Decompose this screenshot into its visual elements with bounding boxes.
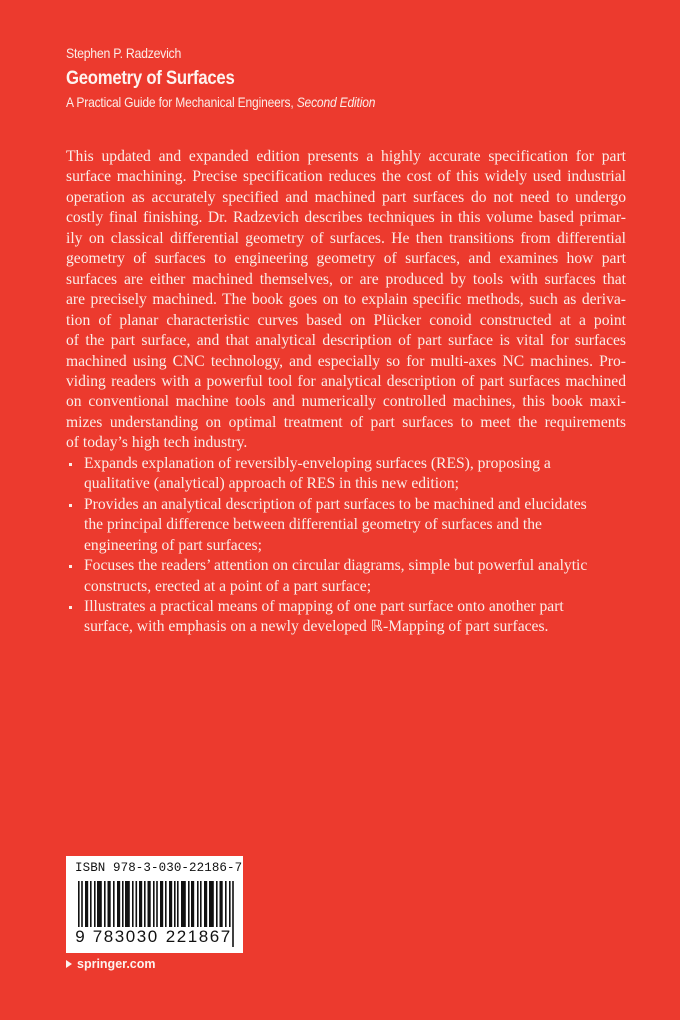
blurb-line: viding readers with a powerful tool for analytical description of part surfaces machined [66,372,626,390]
barcode-digit: 1 [187,927,198,946]
bullet-line: Illustrates a practical means of mapping of one part surface onto another part [84,597,564,615]
author-name: Stephen P. Radzevich [66,45,182,61]
play-triangle-icon [66,960,72,968]
barcode-digit: 2 [165,927,176,946]
blurb-line: mizes understanding on optimal treatment of part surfaces to meet the requirements [66,413,626,431]
blurb-line: of today’s high tech industry. [66,434,248,452]
feature-bullet [66,454,626,495]
barcode-digit: 8 [198,927,209,946]
bullet-icon [69,463,72,466]
blurb-line: on conventional machine tools and numerically controlled machines, this book maxi- [66,393,626,411]
blurb-line: machined using CNC technology, and especially so for multi-axes NC machines. Pro- [66,352,626,370]
bullet-line: qualitative (analytical) approach of RES in this new edition; [84,475,460,493]
blurb-line: geometry of surfaces to engineering geometry of surfaces, and examines how part [66,250,626,268]
feature-bullet [66,597,626,638]
bullet-line: Expands explanation of reversibly-enveloping surfaces (RES), proposing a [84,454,551,472]
barcode-digit: 3 [114,927,125,946]
feature-bullet [66,556,626,597]
barcode-digit: 3 [136,927,147,946]
blurb-line: surfaces are either machined themselves, or are produced by tools with surfaces that [66,270,626,288]
book-subtitle [66,94,375,110]
barcode-digit: 8 [103,927,114,946]
blurb-line: are precisely machined. The book goes on to explain specific methods, such as deriva- [66,291,626,309]
blurb-line: costly final finishing. Dr. Radzevich describes techniques in this volume based primar- [66,209,626,227]
edition-label: Second Edition [296,94,376,110]
isbn-barcode [66,856,243,953]
bullet-line: surface, with emphasis on a newly developed ℝ-Mapping of part surfaces. [84,618,549,636]
bullet-icon [69,606,72,609]
bullet-icon [69,504,72,507]
subtitle-text: A Practical Guide for Mechanical Engineers, [66,94,294,110]
barcode-digit: 0 [147,927,158,946]
blurb-line: surface machining. Precise specification reduces the cost of this widely used industrial [66,168,626,186]
barcode-digit: 6 [209,927,220,946]
bullet-line: Focuses the readers’ attention on circular diagrams, simple but powerful analytic [84,557,588,575]
bullet-icon [69,565,72,568]
blurb-line: This updated and expanded edition presents a highly accurate specification for part [66,148,626,165]
barcode-digit: 0 [125,927,136,946]
barcode-digit: 2 [176,927,187,946]
publisher-link-text[interactable]: springer.com [77,957,156,971]
barcode-digits [74,927,231,947]
barcode-digit: 7 [220,927,231,946]
bullet-line: the principal difference between differential geometry of surfaces and the [84,516,542,534]
bullet-line: constructs, erected at a point of a part surface; [84,577,372,595]
barcode-digit: 7 [92,927,103,946]
blurb-line: tion of planar characteristic curves based on Plücker conoid constructed at a point [66,311,626,329]
blurb [66,147,626,638]
blurb-line: of the part surface, and that analytical description of part surface is vital for surfaces [66,332,626,350]
blurb-paragraph [66,147,626,454]
book-title: Geometry of Surfaces [66,68,235,89]
bullet-line: Provides an analytical description of part surfaces to be machined and elucidates [84,495,587,513]
feature-bullet [66,495,626,556]
bullet-line: engineering of part surfaces; [84,536,262,554]
publisher-link[interactable] [66,957,156,971]
feature-bullet-list [66,454,626,638]
barcode-digit: 9 [75,927,85,946]
blurb-line: operation as accurately specified and machined part surfaces do not need to undergo [66,188,626,206]
isbn-label: ISBN 978-3-030-22186-7 [75,861,243,875]
blurb-line: ily on classical differential geometry of surfaces. He then transitions from differential [66,229,626,247]
